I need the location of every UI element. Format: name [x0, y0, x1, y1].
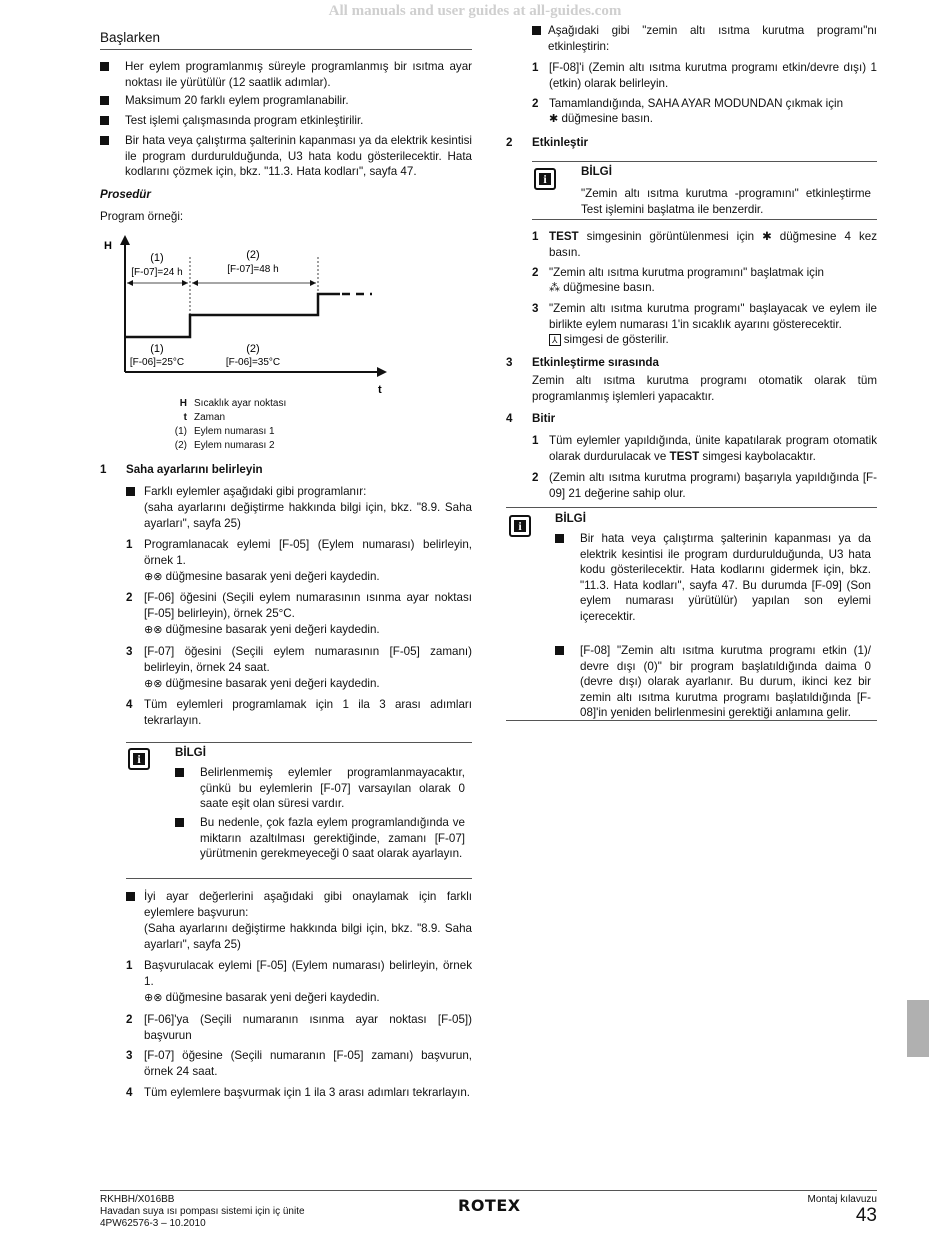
legend-row: (2) Eylem numarası 2 [174, 440, 275, 451]
substep-number: 1 [532, 230, 539, 243]
substep-number: 1 [532, 434, 539, 447]
section-title: Başlarken [100, 30, 472, 50]
substep-number: 3 [126, 645, 133, 658]
step1-bullet: Farklı eylemler aşağıdaki gibi programlanır: [126, 484, 472, 500]
note-bottom-rule [532, 219, 877, 220]
substep-sub: ⁂ düğmesine basın. [549, 281, 655, 294]
note-top-rule [126, 742, 472, 743]
substep-sub: ⊕⊗ düğmesine basarak yeni değeri kaydedin. [144, 623, 380, 636]
substep-number: 3 [532, 302, 539, 315]
bullet-icon [555, 646, 564, 655]
substep-sub: ⊕⊗ düğmesine basarak yeni değeri kaydedin. [144, 991, 380, 1004]
bot2-val: [F-06]=35°C [225, 357, 281, 368]
bullet-icon [100, 116, 109, 125]
intro-bullet: Test işlemi çalışmasında program etkinleştirilir. [100, 113, 472, 129]
step-number: 4 [506, 412, 513, 425]
top1-num: (1) [150, 252, 164, 264]
note-text: "Zemin altı ısıtma kurutma -programını" etkinleştirme Test işlemini başlatma ile benzerdir. [581, 187, 871, 216]
substep-number: 1 [532, 61, 539, 74]
top2-val: [F-07]=48 h [227, 264, 279, 275]
activate-bullet: Aşağıdaki gibi "zemin altı ısıtma kurutma programı"nı etkinleştirin: [532, 23, 877, 54]
footer-doc: 4PW62576-3 – 10.2010 [100, 1218, 206, 1229]
substep-number: 2 [126, 1013, 133, 1026]
note-top-rule [532, 161, 877, 162]
step-number: 2 [506, 136, 513, 149]
program-diagram [100, 232, 400, 397]
ok-button-icon: ⊕⊗ [144, 624, 163, 636]
substep-text: Tüm eylemleri programlamak için 1 ila 3 arası adımları tekrarlayın. [144, 698, 472, 727]
substep-number: 2 [532, 97, 539, 110]
program-symbol-icon: ⅄ [549, 334, 561, 346]
substep-text: [F-07] öğesine (Seçili numaranın [F-05] zamanı) başvurun, örnek 24 saat. [144, 1049, 472, 1078]
diagram-legend [168, 397, 286, 453]
bullet-icon [100, 136, 109, 145]
bullet-icon [126, 487, 135, 496]
substep-number: 4 [126, 1086, 133, 1099]
top1-val: [F-07]=24 h [131, 267, 183, 278]
note-bullet: Bir hata veya çalıştırma şalterinin kapanması ya da elektrik kesintisi ile program durdurulduğunda, U3 hata kodu gösterilecektir. Hata kodlarını gidermek için, bkz. "11.3. Hata kodları", sayfa 47. Bu durumda [F-09] (Son eylem numarası yürütülür) yapılan son eylemi içerecektir. [555, 531, 871, 625]
step-text: Zemin altı ısıtma kurutma programı otomatik olarak tüm programlanmış işlemleri yapacaktır. [532, 374, 877, 403]
substep-text: Tüm eylemlere başvurmak için 1 ila 3 arası adımları tekrarlayın. [144, 1086, 471, 1099]
substep-text: [F-06] öğesini (Seçili eylem numarasının ısınma ayar noktası [F-05] belirleyin), örnek 25°C. [144, 591, 472, 620]
step1-bullet-sub: (saha ayarlarını değiştirme hakkında bilgi için, bkz. "8.9. Saha ayarları", sayfa 25) [144, 501, 472, 530]
confirm-sub: (Saha ayarlarını değiştirme hakkında bilgi için, bkz. "8.9. Saha ayarları", sayfa 25) [144, 922, 472, 951]
footer-model: RKHBH/X016BB [100, 1194, 175, 1205]
note-bullet: [F-08] "Zemin altı ısıtma kurutma programı etkin (1)/ devre dışı (0)" bir program başlatıldığında daima 0 (devre dışı) olarak ayarlanır. Bu durum, ikinci kez bir zemin altı ısıtma kurutma programı başlatıldığında [F-08]'in yeniden belirlenmesini gerektiği anlamına gelir. [555, 643, 871, 721]
procedure-heading: Prosedür [100, 188, 151, 201]
bot1-val: [F-06]=25°C [129, 357, 185, 368]
substep-sub: ⅄ simgesi de gösterilir. [549, 332, 669, 349]
substep-sub: ⊕⊗ düğmesine basarak yeni değeri kaydedin. [144, 677, 380, 690]
footer-manual: Montaj kılavuzu [807, 1194, 877, 1205]
test-button-icon: ✱ [549, 113, 559, 125]
confirm-bullet: İyi ayar değerlerini aşağıdaki gibi onaylamak için farklı eylemlere başvurun: [126, 889, 472, 920]
watermark: All manuals and user guides at all-guides.com [328, 3, 622, 19]
substep-number: 3 [126, 1049, 133, 1062]
substep-text: Programlanacak eylemi [F-05] (Eylem numarası) belirleyin, örnek 1. [144, 538, 472, 567]
h-axis-label: H [104, 240, 112, 252]
substep-sub: ⊕⊗ düğmesine basarak yeni değeri kaydedin. [144, 570, 380, 583]
substep-text: Başvurulacak eylemi [F-05] (Eylem numarası) belirleyin, örnek 1. [144, 959, 472, 988]
ok-button-icon: ⊕⊗ [144, 571, 163, 583]
note-title: BİLGİ [175, 746, 206, 759]
bullet-icon [555, 534, 564, 543]
substep-text: Tamamlandığında, SAHA AYAR MODUNDAN çıkmak için [549, 97, 844, 110]
bullet-icon [532, 26, 541, 35]
legend-row: t Zaman [183, 412, 226, 423]
substep-number: 4 [126, 698, 133, 711]
footer-rule [100, 1190, 877, 1191]
program-example-label: Program örneği: [100, 210, 184, 223]
note-bullet: Bu nedenle, çok fazla eylem programlandığında ve miktarın azaltılması gerektiğinde, zamanı [F-07] yürütmenin gerekmeyeceği 0 saat olarak ayarlayın. [175, 815, 465, 862]
substep-number: 2 [532, 471, 539, 484]
substep-number: 2 [532, 266, 539, 279]
step-title: Saha ayarlarını belirleyin [126, 463, 263, 476]
substep-text: (Zemin altı ısıtma kurutma programı) başarıyla yapıldığında [F-09] 21 değerine sahip olur. [549, 471, 877, 500]
t-axis-label: t [378, 384, 382, 396]
bot1-num: (1) [150, 343, 164, 355]
intro-bullet: Bir hata veya çalıştırma şalterinin kapanması ya da elektrik kesintisi ile program durdurulduğunda, U3 hata kodu gösterilecektir. Hata kodlarını çözmek için, bkz. "11.3. Hata kodları", sayfa 47. [100, 133, 472, 180]
setpoint-step-line [125, 294, 340, 337]
info-icon: i [128, 748, 150, 770]
note-bottom-rule [126, 878, 472, 879]
note-bullet: Belirlenmemiş eylemler programlanmayacaktır, çünkü bu eylemlerin [F-07] varsayılan olarak 0 saate eşit olan süresi vardır. [175, 765, 465, 812]
step-title: Etkinleştir [532, 136, 589, 149]
brand-logo: ROTEX [458, 1196, 521, 1215]
step-number: 1 [100, 463, 107, 476]
note-title: BİLGİ [555, 512, 586, 525]
x-axis-arrow [377, 367, 387, 377]
substep-sub: ✱ düğmesine basın. [549, 112, 653, 125]
substep-text: Tüm eylemler yapıldığında, ünite kapatılarak program otomatik olarak durdurulacak ve TEST simgesi kaybolacaktır. [549, 434, 877, 463]
footer-left [100, 1194, 305, 1230]
bot2-num: (2) [246, 343, 260, 355]
legend-row: H Sıcaklık ayar noktası [179, 398, 287, 409]
info-icon: i [509, 515, 531, 537]
note-top-rule [506, 507, 877, 508]
substep-text: "Zemin altı ısıtma kurutma programını" başlatmak için [549, 266, 824, 279]
substep-text: TEST simgesinin görüntülenmesi için ✱ düğmesine 4 kez basın. [549, 230, 877, 259]
intro-bullet: Maksimum 20 farklı eylem programlanabilir. [100, 93, 472, 109]
page-number: 43 [855, 1205, 877, 1226]
substep-text: [F-07] öğesini (Seçili eylem numarasının [F-05] zamanı) belirleyin, örnek 24 saat. [144, 645, 472, 674]
substep-number: 1 [126, 538, 133, 551]
note-title: BİLGİ [581, 165, 612, 178]
intro-bullet: Her eylem programlanmış süreyle programlanmış bir ısıtma ayar noktası ile yürütülür (12 saatlik adımlar). [100, 59, 472, 90]
ok-button-icon: ⊕⊗ [144, 678, 163, 690]
step-title: Bitir [532, 412, 556, 425]
footer-desc: Havadan suya ısı pompası sistemi için iç ünite [100, 1206, 305, 1217]
ok-button-icon: ⊕⊗ [144, 992, 163, 1004]
substep-text: [F-08]'i (Zemin altı ısıtma kurutma programı etkin/devre dışı) 1 (etkin) olarak belirleyin. [549, 61, 877, 90]
start-button-icon: ⁂ [549, 282, 560, 294]
substep-number: 2 [126, 591, 133, 604]
top2-num: (2) [246, 249, 260, 261]
bullet-icon [126, 892, 135, 901]
bullet-icon [175, 818, 184, 827]
note-bottom-rule [506, 720, 877, 721]
y-axis-arrow [120, 235, 130, 245]
info-icon: i [534, 168, 556, 190]
bullet-icon [100, 96, 109, 105]
bullet-icon [100, 62, 109, 71]
step-title: Etkinleştirme sırasında [532, 356, 659, 369]
substep-number: 1 [126, 959, 133, 972]
substep-text: "Zemin altı ısıtma kurutma programı" başlayacak ve eylem ile birlikte eylem numarası 1'in sıcaklık ayarını gösterecektir. [549, 302, 877, 331]
step-number: 3 [506, 356, 513, 369]
legend-row: (1) Eylem numarası 1 [174, 426, 275, 437]
bullet-icon [175, 768, 184, 777]
substep-text: [F-06]'ya (Seçili numaranın ısınma ayar noktası [F-05]) başvurun [144, 1013, 472, 1042]
chapter-tab [907, 1000, 929, 1057]
